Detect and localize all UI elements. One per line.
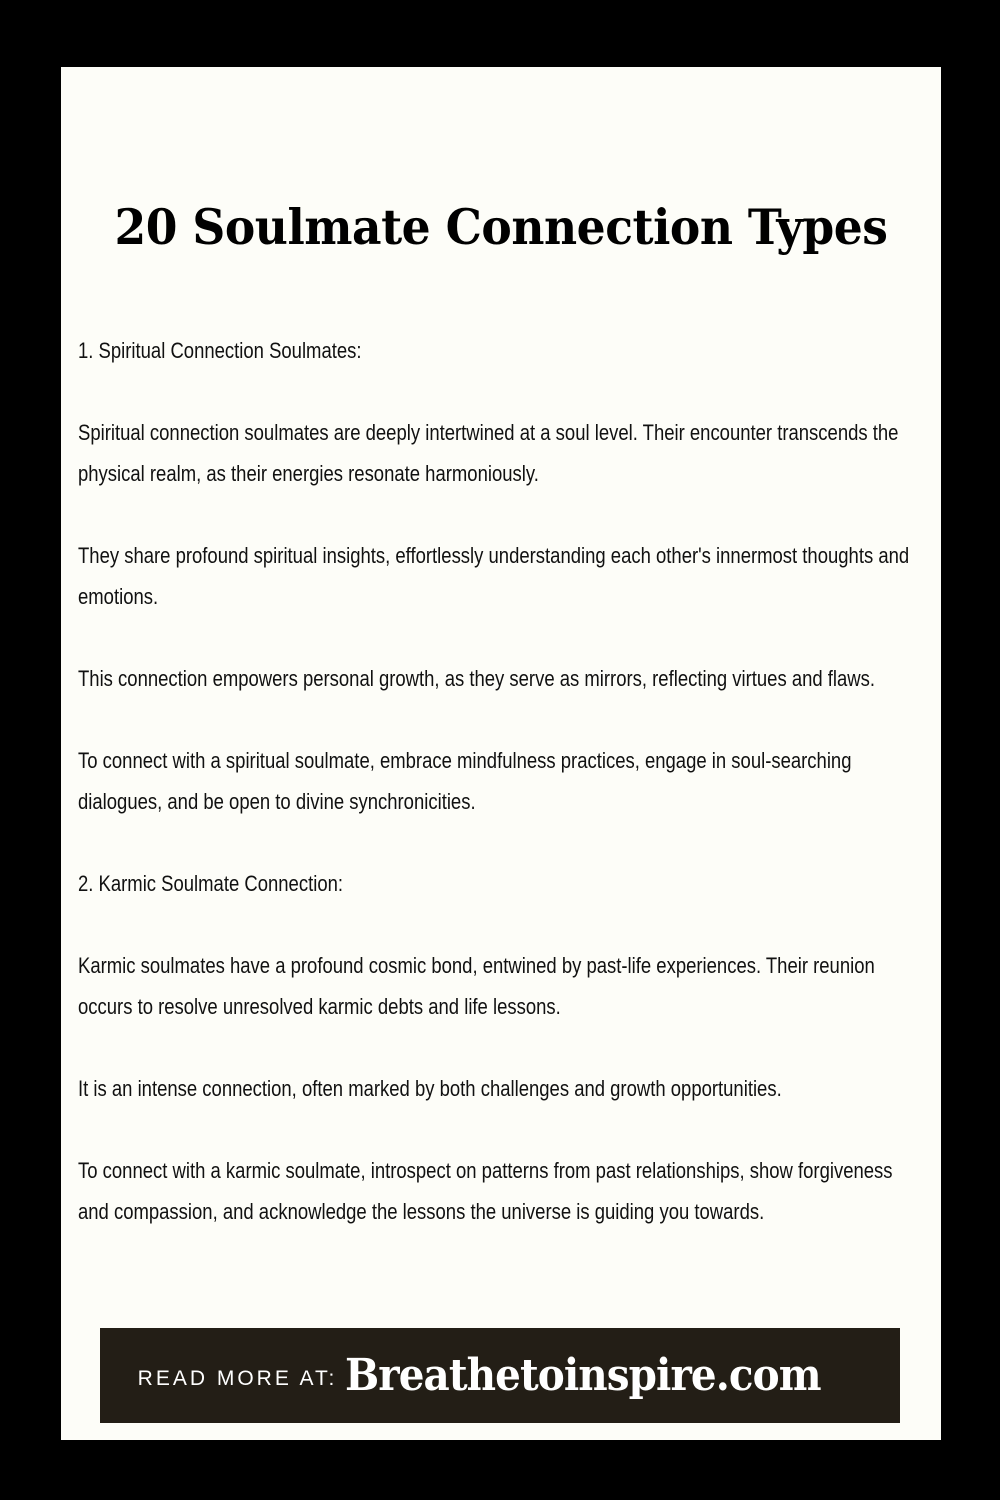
section-heading: 1. Spiritual Connection Soulmates:	[78, 338, 362, 363]
section-karmic	[78, 863, 928, 1232]
paragraph: This connection empowers personal growth, as they serve as mirrors, reflecting virtues and flaws.	[78, 666, 876, 691]
poster-card	[61, 67, 941, 1440]
paragraph: It is an intense connection, often marked by both challenges and growth opportunities.	[78, 1076, 782, 1101]
paragraph: To connect with a karmic soulmate, introspect on patterns from past relationships, show forgiveness and compassion, and acknowledge the lessons the universe is guiding you towards.	[78, 1158, 893, 1224]
paragraph: Karmic soulmates have a profound cosmic bond, entwined by past-life experiences. Their reunion occurs to resolve unresolved karmic debts and life lessons.	[78, 953, 875, 1019]
page-title: 20 Soulmate Connection Types	[114, 198, 888, 256]
read-more-banner[interactable]	[100, 1328, 900, 1423]
section-spiritual	[78, 330, 928, 822]
paragraph: Spiritual connection soulmates are deeply intertwined at a soul level. Their encounter transcends the physical realm, as their energies resonate harmoniously.	[78, 420, 899, 486]
paragraph: To connect with a spiritual soulmate, embrace mindfulness practices, engage in soul-searching dialogues, and be open to divine synchronicities.	[78, 748, 852, 814]
site-link[interactable]: Breathetoinspire.com	[345, 1350, 821, 1401]
article-content	[78, 330, 928, 1273]
paragraph: They share profound spiritual insights, effortlessly understanding each other's innermost thoughts and emotions.	[78, 543, 910, 609]
read-more-label: READ MORE AT:	[137, 1366, 338, 1390]
section-heading: 2. Karmic Soulmate Connection:	[78, 871, 344, 896]
